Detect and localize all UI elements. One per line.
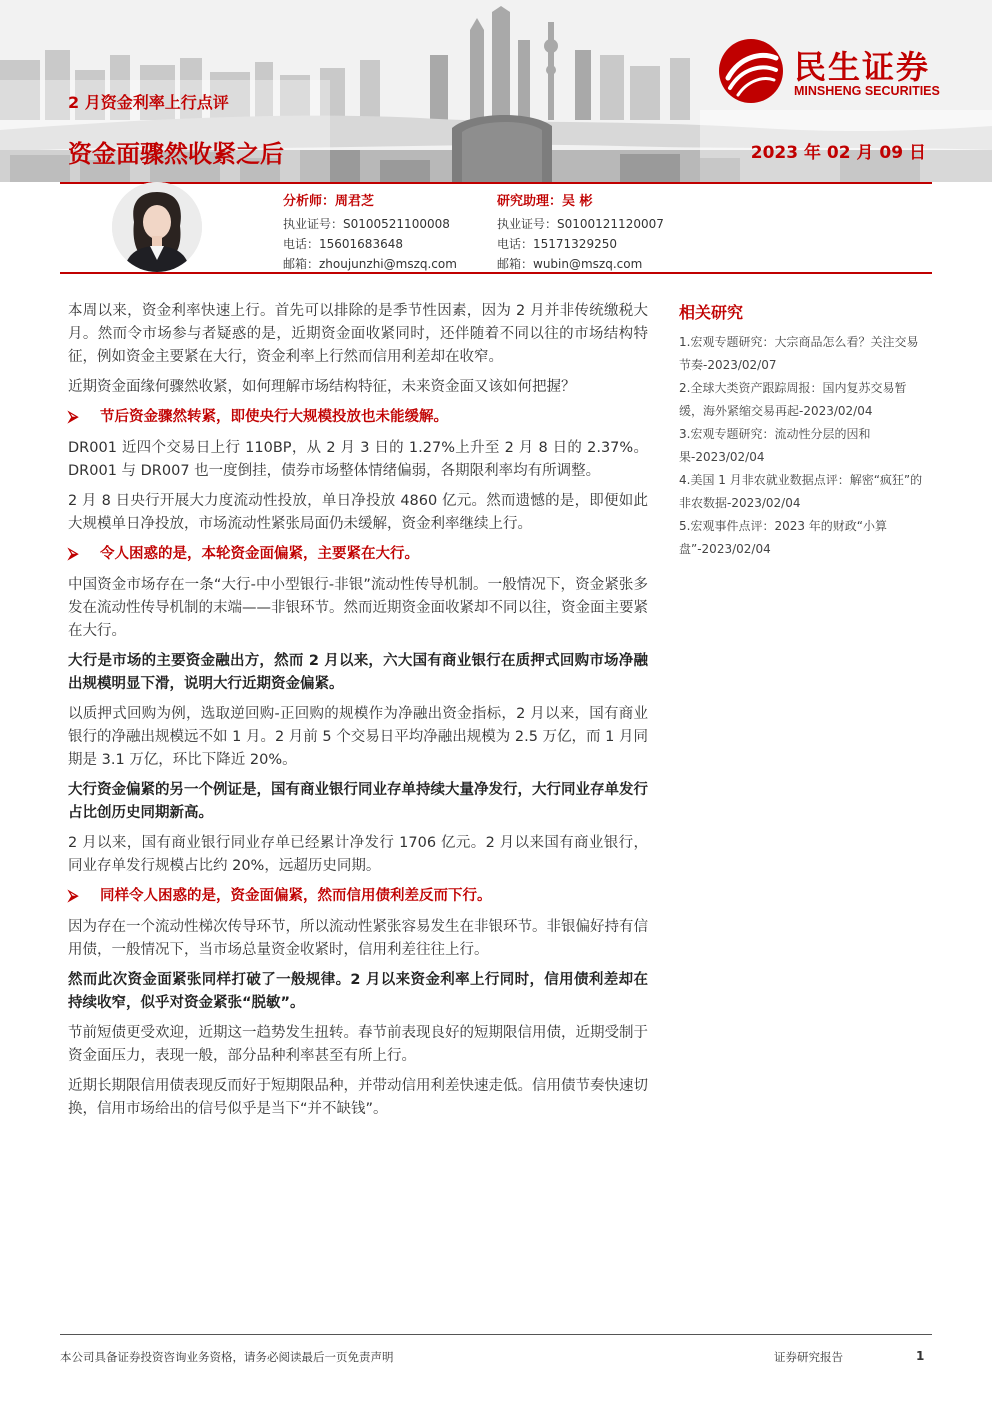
analyst-primary <box>283 192 457 274</box>
body-paragraph: 中国资金市场存在一条“大行-中小型银行-非银”流动性传导机制。一般情况下，资金紧张多发在流动性传导机制的末端——非银环节。然而近期资金面收紧却不同以往，资金面主要紧在大行。 <box>68 577 648 639</box>
body-paragraph-bold: 大行是市场的主要资金融出方，然而 2 月以来，六大国有商业银行在质押式回购市场净融出规模明显下滑，说明大行近期资金偏紧。 <box>68 653 648 692</box>
section-heading-text: 节后资金骤然转紧，即使央行大规模投放也未能缓解。 <box>100 409 448 425</box>
section-heading <box>68 543 648 566</box>
analyst-cert: 执业证号：S0100521100008 <box>283 217 450 231</box>
body-paragraph: 以质押式回购为例，选取逆回购-正回购的规模作为净融出资金指标，2 月以来，国有商业银行的净融出规模远不如 1 月。2 月前 5 个交易日平均净融出规模为 2.5 万亿，而 1 月同期是 3.1 万亿，环比下降近 20%。 <box>68 706 648 768</box>
report-body <box>68 300 648 1128</box>
section-heading <box>68 885 648 908</box>
logo-chinese-name: 民生证券 <box>794 48 931 86</box>
body-paragraph: 节前短债更受欢迎，近期这一趋势发生扭转。春节前表现良好的短期限信用债，近期受制于资金面压力，表现一般，部分品种利率甚至有所上行。 <box>68 1025 648 1064</box>
analyst-email[interactable]: 邮箱：zhoujunzhi@mszq.com <box>283 257 457 271</box>
footer-divider <box>60 1334 932 1335</box>
report-subtitle: 2 月资金利率上行点评 <box>68 93 229 112</box>
header-divider <box>60 182 932 184</box>
assistant-phone: 电话：15171329250 <box>497 237 617 251</box>
body-paragraph-bold: 然而此次资金面紧张同样打破了一般规律。2 月以来资金利率上行同时，信用债利差却在持续收窄，似乎对资金紧张“脱敏”。 <box>68 972 648 1011</box>
body-paragraph: 近期资金面缘何骤然收紧，如何理解市场结构特征，未来资金面又该如何把握？ <box>68 379 576 395</box>
assistant-name: 研究助理：吴 彬 <box>497 194 593 209</box>
footer-report-type: 证券研究报告 <box>774 1350 843 1364</box>
analyst-phone: 电话：15601683648 <box>283 237 403 251</box>
related-research-title: 相关研究 <box>679 303 744 322</box>
related-research-item[interactable]: 2.全球大类资产跟踪周报：国内复苏交易暂缓，海外紧缩交易再起-2023/02/04 <box>679 381 907 418</box>
company-logo <box>718 38 968 104</box>
section-heading <box>68 406 648 429</box>
report-title: 资金面骤然收紧之后 <box>68 140 284 168</box>
header-banner <box>0 0 992 182</box>
arrow-right-icon: ⮚ <box>68 409 79 425</box>
body-paragraph: DR001 近四个交易日上行 110BP，从 2 月 3 日的 1.27%上升至 2 月 8 日的 2.37%。DR001 与 DR007 也一度倒挂，债券市场整体情绪偏弱，各期限利率均有所调整。 <box>68 440 648 479</box>
body-paragraph: 本周以来，资金利率快速上行。首先可以排除的是季节性因素，因为 2 月并非传统缴税大月。然而令市场参与者疑惑的是，近期资金面收紧同时，还伴随着不同以往的市场结构特征，例如资金主要紧在大行，资金利率上行然而信用利差却在收窄。 <box>68 303 648 365</box>
body-paragraph: 因为存在一个流动性梯次传导环节，所以流动性紧张容易发生在非银环节。非银偏好持有信用债，一般情况下，当市场总量资金收紧时，信用利差往往上行。 <box>68 919 648 958</box>
analyst-divider <box>60 272 932 274</box>
assistant-cert: 执业证号：S0100121120007 <box>497 217 664 231</box>
body-paragraph: 2 月以来，国有商业银行同业存单已经累计净发行 1706 亿元。2 月以来国有商业银行，同业存单发行规模占比约 20%，远超历史同期。 <box>68 835 648 874</box>
body-paragraph: 近期长期限信用债表现反而好于短期限品种，并带动信用利差快速走低。信用债节奏快速切换，信用市场给出的信号似乎是当下“并不缺钱”。 <box>68 1078 648 1117</box>
minsheng-logo-icon <box>718 38 784 104</box>
analyst-name: 分析师：周君芝 <box>283 194 375 209</box>
section-heading-text: 令人困惑的是，本轮资金面偏紧，主要紧在大行。 <box>100 546 419 562</box>
assistant-email[interactable]: 邮箱：wubin@mszq.com <box>497 257 643 271</box>
related-research-item[interactable]: 1.宏观专题研究：大宗商品怎么看？关注交易节奏-2023/02/07 <box>679 335 919 372</box>
related-research-item[interactable]: 4.美国 1 月非农就业数据点评：解密“疯狂”的非农数据-2023/02/04 <box>679 473 923 510</box>
body-paragraph: 2 月 8 日央行开展大力度流动性投放，单日净投放 4860 亿元。然而遗憾的是，即便如此大规模单日净投放，市场流动性紧张局面仍未缓解，资金利率继续上行。 <box>68 493 648 532</box>
related-research-sidebar <box>679 300 927 561</box>
footer-disclaimer: 本公司具备证券投资咨询业务资格，请务必阅读最后一页免责声明 <box>60 1350 394 1364</box>
related-research-item[interactable]: 3.宏观专题研究：流动性分层的因和果-2023/02/04 <box>679 427 871 464</box>
arrow-right-icon: ⮚ <box>68 888 79 904</box>
analyst-avatar <box>112 182 202 272</box>
related-research-item[interactable]: 5.宏观事件点评：2023 年的财政“小算盘”-2023/02/04 <box>679 519 888 556</box>
report-date: 2023 年 02 月 09 日 <box>750 143 926 163</box>
arrow-right-icon: ⮚ <box>68 546 79 562</box>
page-number: 1 <box>916 1349 925 1363</box>
logo-english-name: MINSHENG SECURITIES <box>794 84 940 98</box>
analyst-assistant <box>497 192 664 274</box>
section-heading-text: 同样令人困惑的是，资金面偏紧，然而信用债利差反而下行。 <box>100 888 492 904</box>
body-paragraph-bold: 大行资金偏紧的另一个例证是，国有商业银行同业存单持续大量净发行，大行同业存单发行占比创历史同期新高。 <box>68 782 648 821</box>
